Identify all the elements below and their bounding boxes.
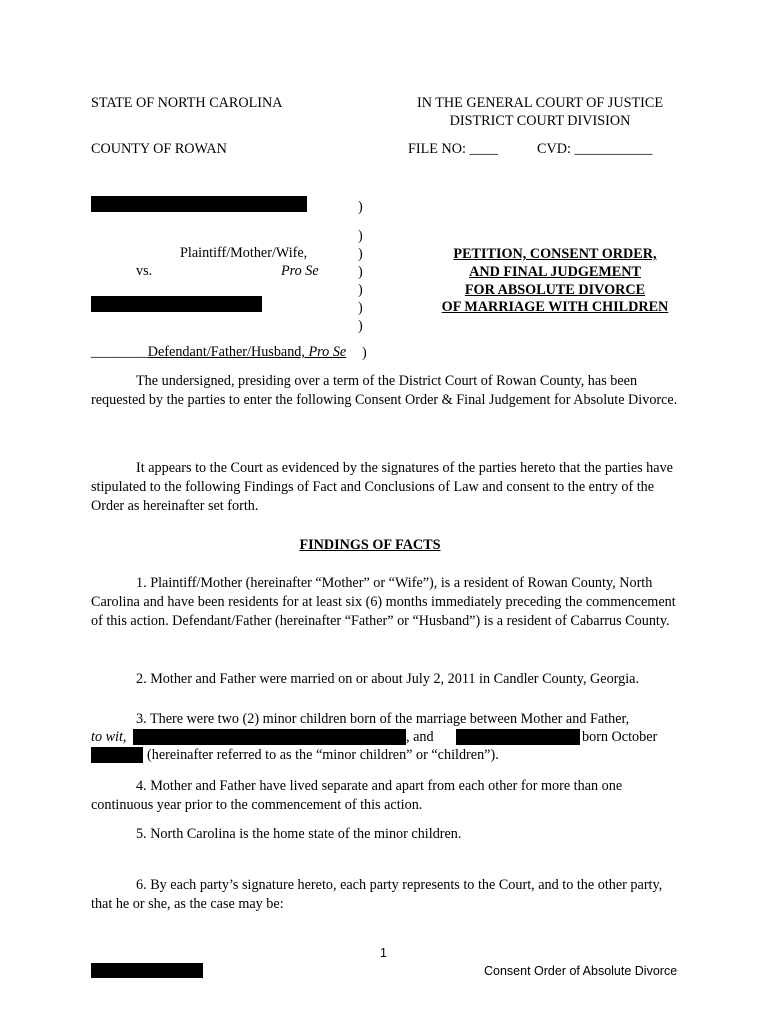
caption-paren: ) (358, 264, 363, 280)
caption-paren: ) (358, 228, 363, 244)
finding-3-and: , and (406, 729, 434, 745)
finding-3-to-wit: to wit, (91, 729, 127, 745)
title-line-4: OF MARRIAGE WITH CHILDREN (441, 299, 669, 315)
redacted-plaintiff-name (91, 196, 307, 212)
pro-se-defendant: Pro Se (308, 344, 347, 360)
cvd-label: CVD: ___________ (537, 141, 653, 157)
redacted-footer-initials (91, 963, 203, 978)
file-no-label: FILE NO: ____ (408, 141, 498, 157)
finding-6: 6. By each party’s signature hereto, each party represents to the Court, and to the other party, that he or she, as the case may be: (91, 877, 663, 912)
title-line-3: FOR ABSOLUTE DIVORCE (464, 282, 646, 298)
vs-label: vs. (136, 263, 153, 279)
caption-paren: ) (358, 199, 363, 215)
caption-paren: ) (358, 318, 363, 334)
finding-1: 1. Plaintiff/Mother (hereinafter “Mother” or “Wife”), is a resident of Rowan County, North Carolina and have been residents for at least six (6) months immediately preceding the commencement of this action. Defendant/Father (hereinafter “Father” or “Husband”) is a resident of Cabarrus County. (91, 575, 676, 629)
finding-3-born: born October (582, 729, 658, 745)
finding-4: 4. Mother and Father have lived separate and apart from each other for more than one continuous year prior to the commencement of this action. (91, 778, 623, 813)
caption-paren: ) (358, 300, 363, 316)
title-line-2: AND FINAL JUDGEMENT (469, 264, 641, 280)
findings-heading: FINDINGS OF FACTS (299, 537, 441, 553)
pro-se-plaintiff: Pro Se (281, 263, 319, 279)
state-label: STATE OF NORTH CAROLINA (91, 95, 283, 111)
title-line-1: PETITION, CONSENT ORDER, (453, 246, 657, 262)
redacted-child-1 (133, 729, 406, 745)
court-line-1: IN THE GENERAL COURT OF JUSTICE (417, 95, 663, 111)
finding-2: 2. Mother and Father were married on or about July 2, 2011 in Candler County, Georgia. (136, 671, 640, 687)
defendant-underline: ________ (91, 344, 148, 360)
intro-paragraph-2: It appears to the Court as evidenced by the signatures of the parties hereto that the parties have stipulated to the following Findings of Fact and Conclusions of Law and consent to the entry of the Order as hereinafter set forth. (91, 460, 673, 514)
caption-paren: ) (358, 246, 363, 262)
defendant-line (91, 343, 346, 362)
finding-5: 5. North Carolina is the home state of the minor children. (136, 826, 462, 842)
redacted-defendant-name (91, 296, 262, 312)
finding-3-line-3: (hereinafter referred to as the “minor children” or “children”). (147, 747, 499, 763)
plaintiff-role: Plaintiff/Mother/Wife, (180, 245, 308, 261)
finding-3-line-1: 3. There were two (2) minor children born of the marriage between Mother and Father, (136, 711, 630, 727)
intro-paragraph-1: The undersigned, presiding over a term of the District Court of Rowan County, has been requested by the parties to enter the following Consent Order & Final Judgement for Absolute Divorce. (91, 373, 678, 408)
redacted-child-2 (456, 729, 580, 745)
footer-doc-title: Consent Order of Absolute Divorce (484, 964, 678, 978)
page-number: 1 (380, 946, 387, 960)
defendant-role: Defendant/Father/Husband, (147, 344, 305, 360)
court-line-2: DISTRICT COURT DIVISION (449, 113, 631, 129)
county-label: COUNTY OF ROWAN (91, 141, 227, 157)
caption-paren: ) (362, 345, 367, 361)
caption-paren: ) (358, 282, 363, 298)
redacted-birthdate (91, 747, 143, 763)
